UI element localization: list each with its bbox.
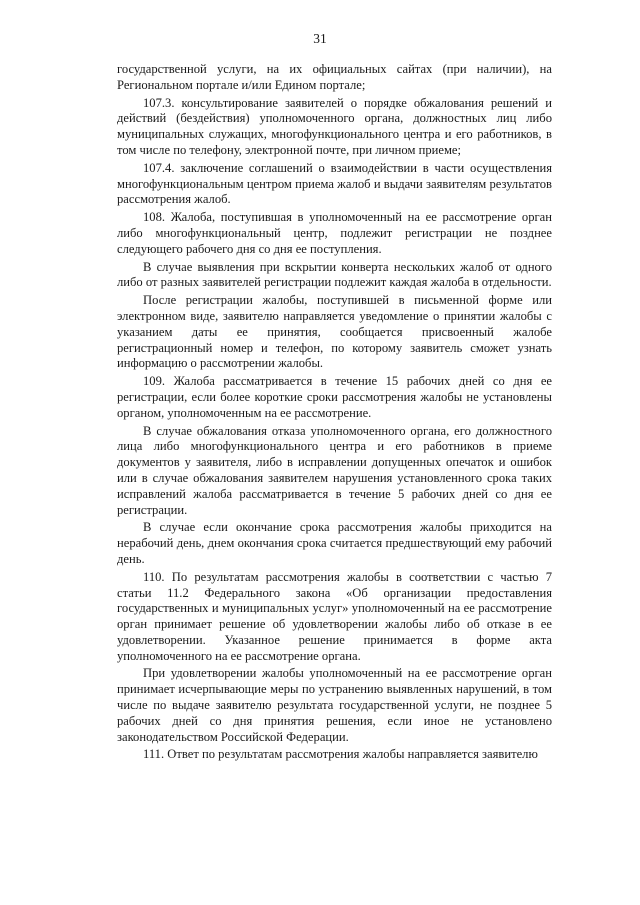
paragraph-110: 110. По результатам рассмотрения жалобы в соответствии с частью 7 статьи 11.2 Федерального закона «Об организации предоставления государственных и муниципальных услуг» уполномоченный на ее рассмотрение орган принимает решение об удовлетворении жалобы либо об отказе в ее удовлетворении. Указанное решение принимается в форме акта уполномоченного на ее рассмотрение органа. — [117, 569, 552, 663]
paragraph-107-3: 107.3. консультирование заявителей о порядке обжалования решений и действий (бездействия) уполномоченного органа, должностных лиц либо муниципальных служащих, многофункционального центра и его работников, в том числе по телефону, электронной почте, при личном приеме; — [117, 95, 552, 157]
paragraph-109-refusal: В случае обжалования отказа уполномоченного органа, его должностного лица либо многофункционального центра и его работников в приеме документов у заявителя, либо в исправлении допущенных опечаток и ошибок или в случае обжалования заявителем нарушения установленного срока таких исправлений жалоба рассматривается в течение 5 рабочих дней со дня ее регистрации. — [117, 423, 552, 517]
paragraph-108-envelope: В случае выявления при вскрытии конверта нескольких жалоб от одного либо от разных заявителей регистрации подлежит каждая жалоба в отдельности. — [117, 259, 552, 290]
page-number: 31 — [313, 31, 327, 46]
paragraph-109-nonworking-day: В случае если окончание срока рассмотрения жалобы приходится на нерабочий день, днем окончания срока считается предшествующий ему рабочий день. — [117, 520, 552, 566]
paragraph-109: 109. Жалоба рассматривается в течение 15 рабочих дней со дня ее регистрации, если более короткие сроки рассмотрения жалобы не установлены органом, уполномоченным на ее рассмотрение. — [117, 374, 552, 420]
paragraph-107-4: 107.4. заключение соглашений о взаимодействии в части осуществления многофункциональным центром приема жалоб и выдачи заявителям результатов рассмотрения жалоб. — [117, 160, 552, 207]
paragraph-110-satisfaction: При удовлетворении жалобы уполномоченный на ее рассмотрение орган принимает исчерпывающие меры по устранению выявленных нарушений, в том числе по выдаче заявителю результата государственной услуги, не позднее 5 рабочих дней со дня принятия решения, если иное не установлено законодательством Российской Федерации. — [117, 666, 552, 744]
document-body — [117, 62, 552, 765]
paragraph-108: 108. Жалоба, поступившая в уполномоченный на ее рассмотрение орган либо многофункциональный центр, подлежит регистрации не позднее следующего рабочего дня со дня ее поступления. — [117, 210, 552, 256]
paragraph-continuation: государственной услуги, на их официальных сайтах (при наличии), на Региональном портале и/или Едином портале; — [117, 62, 552, 92]
paragraph-108-notification: После регистрации жалобы, поступившей в письменной форме или электронном виде, заявителю направляется уведомление о принятии жалобы с указанием даты ее принятия, сообщается присвоенный жалобе регистрационный номер и телефон, по которому заявитель сможет узнать информацию о рассмотрении жалобы. — [117, 293, 552, 371]
paragraph-111: 111. Ответ по результатам рассмотрения жалобы направляется заявителю — [143, 747, 538, 762]
